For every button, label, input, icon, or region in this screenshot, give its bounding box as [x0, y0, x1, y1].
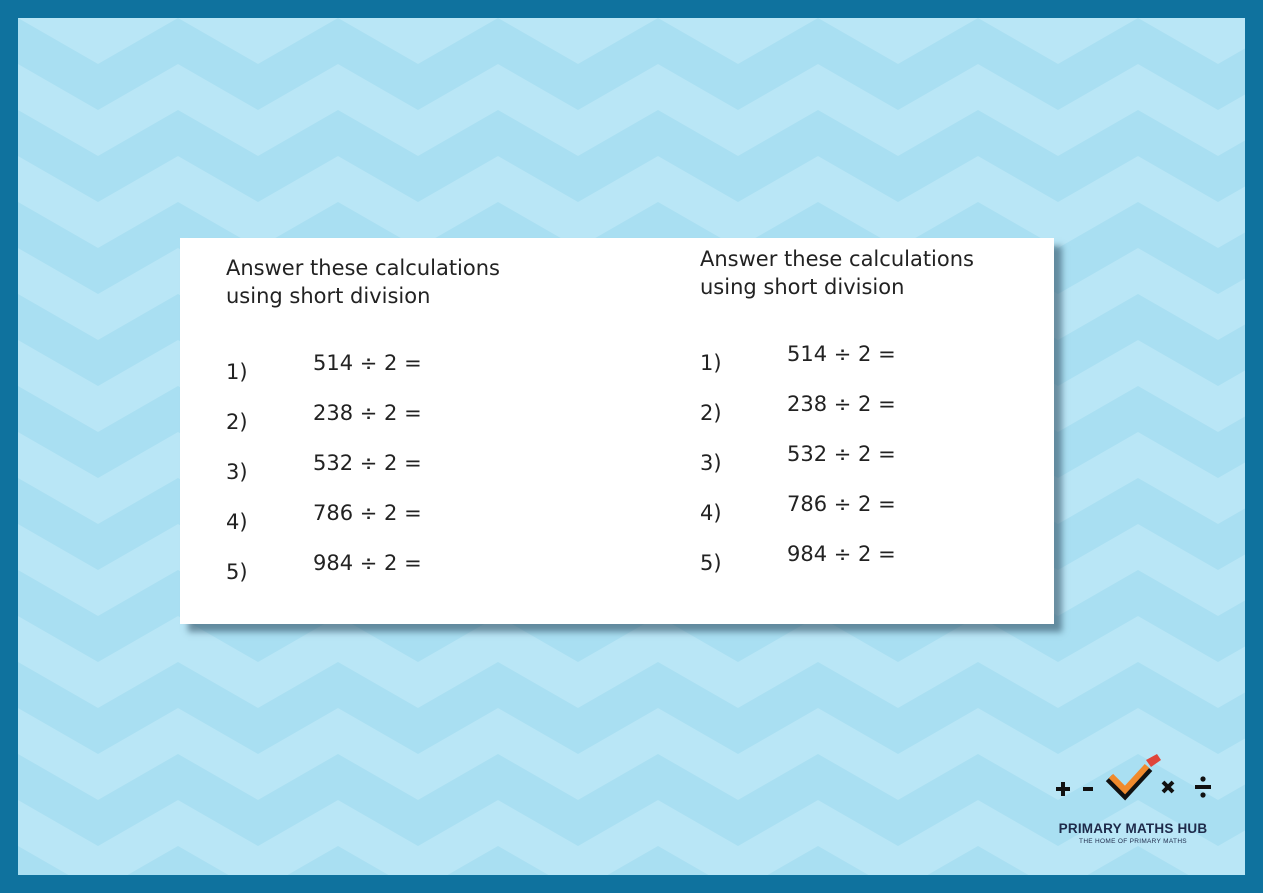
- worksheet-card: [180, 238, 1054, 624]
- question-expression: 786 ÷ 2 =: [313, 501, 422, 525]
- question-item: [700, 542, 1000, 592]
- instruction-text: Answer these calculations using short division: [700, 247, 974, 299]
- question-number: 4): [700, 501, 722, 525]
- question-item: [700, 492, 1000, 542]
- question-expression: 786 ÷ 2 =: [787, 492, 896, 516]
- slide-background: [18, 18, 1245, 875]
- question-expression: 532 ÷ 2 =: [313, 451, 422, 475]
- question-item: [226, 451, 526, 501]
- question-item: [226, 401, 526, 451]
- question-number: 1): [700, 351, 722, 375]
- question-item: [226, 551, 526, 601]
- question-expression: 514 ÷ 2 =: [313, 351, 422, 375]
- question-number: 5): [226, 560, 248, 584]
- question-item: [700, 392, 1000, 442]
- question-number: 4): [226, 510, 248, 534]
- logo-name: PRIMARY MATHS HUB: [1058, 821, 1208, 836]
- question-number: 2): [226, 410, 248, 434]
- question-item: [700, 442, 1000, 492]
- question-item: [226, 501, 526, 551]
- question-number: 3): [226, 460, 248, 484]
- question-expression: 532 ÷ 2 =: [787, 442, 896, 466]
- question-item: [226, 351, 526, 401]
- question-number: 3): [700, 451, 722, 475]
- question-list: [226, 351, 526, 601]
- question-expression: 238 ÷ 2 =: [787, 392, 896, 416]
- question-number: 1): [226, 360, 248, 384]
- question-number: 5): [700, 551, 722, 575]
- worksheet-right: [700, 245, 1000, 592]
- question-number: 2): [700, 401, 722, 425]
- question-expression: 984 ÷ 2 =: [787, 542, 896, 566]
- logo-tagline: THE HOME OF PRIMARY MATHS: [1079, 838, 1187, 845]
- maths-operators-check-icon: [1045, 754, 1221, 810]
- primary-maths-hub-logo: [1045, 754, 1221, 845]
- question-expression: 514 ÷ 2 =: [787, 342, 896, 366]
- question-expression: 984 ÷ 2 =: [313, 551, 422, 575]
- question-list: [700, 342, 1000, 592]
- question-expression: 238 ÷ 2 =: [313, 401, 422, 425]
- question-item: [700, 342, 1000, 392]
- instruction-text: Answer these calculations using short division: [226, 256, 500, 308]
- worksheet-left: [226, 254, 526, 601]
